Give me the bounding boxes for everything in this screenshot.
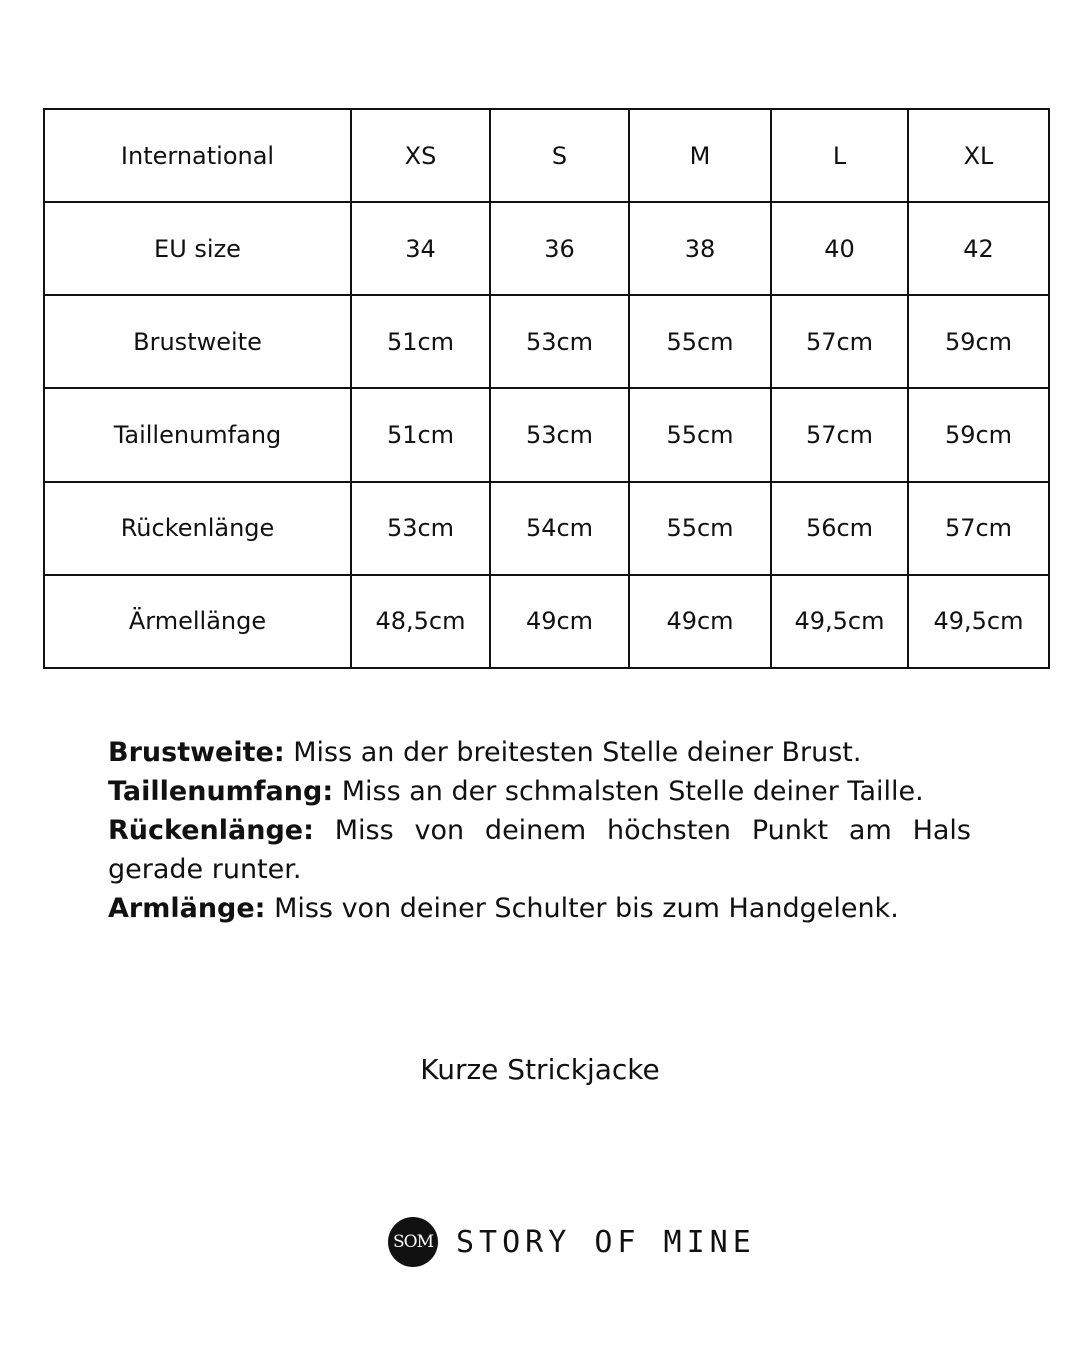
table-cell: 53cm bbox=[351, 482, 490, 575]
brand-logo-icon: SOM bbox=[388, 1217, 438, 1267]
row-label: Rückenlänge bbox=[44, 482, 351, 575]
table-cell: 57cm bbox=[771, 295, 908, 388]
header-cell: International bbox=[44, 109, 351, 202]
table-cell: 55cm bbox=[629, 388, 771, 481]
definition-text: Miss von deinem höchsten Punkt am Hals gerade runter. bbox=[108, 815, 971, 885]
definition-term: Brustweite: bbox=[108, 737, 285, 768]
table-cell: 38 bbox=[629, 202, 771, 295]
row-label: EU size bbox=[44, 202, 351, 295]
definition-term: Armlänge: bbox=[108, 893, 266, 924]
table-cell: 51cm bbox=[351, 295, 490, 388]
table-cell: 54cm bbox=[490, 482, 629, 575]
table-cell: 34 bbox=[351, 202, 490, 295]
definition-text: Miss an der breitesten Stelle deiner Brust. bbox=[284, 737, 862, 768]
brand-name: STORY OF MINE bbox=[456, 1224, 756, 1260]
definition-item bbox=[108, 733, 971, 772]
table-row bbox=[44, 295, 1049, 388]
table-cell: 42 bbox=[908, 202, 1049, 295]
definition-text: Miss von deiner Schulter bis zum Handgelenk. bbox=[265, 893, 899, 924]
table-cell: 36 bbox=[490, 202, 629, 295]
header-cell: M bbox=[629, 109, 771, 202]
table-cell: 55cm bbox=[629, 295, 771, 388]
table-cell: 49,5cm bbox=[908, 575, 1049, 668]
table-cell: 57cm bbox=[908, 482, 1049, 575]
definition-item bbox=[108, 772, 971, 811]
table-cell: 53cm bbox=[490, 388, 629, 481]
header-cell: L bbox=[771, 109, 908, 202]
table-cell: 56cm bbox=[771, 482, 908, 575]
header-cell: S bbox=[490, 109, 629, 202]
table-cell: 55cm bbox=[629, 482, 771, 575]
measurement-definitions bbox=[108, 733, 971, 928]
table-row bbox=[44, 575, 1049, 668]
table-cell: 49cm bbox=[490, 575, 629, 668]
size-chart-table bbox=[43, 108, 1050, 669]
table-row bbox=[44, 388, 1049, 481]
header-cell: XL bbox=[908, 109, 1049, 202]
table-cell: 51cm bbox=[351, 388, 490, 481]
table-cell: 48,5cm bbox=[351, 575, 490, 668]
row-label: Ärmellänge bbox=[44, 575, 351, 668]
definition-text: Miss an der schmalsten Stelle deiner Taille. bbox=[333, 776, 924, 807]
definition-term: Taillenumfang: bbox=[108, 776, 334, 807]
table-cell: 59cm bbox=[908, 295, 1049, 388]
definition-item bbox=[108, 889, 971, 928]
table-row bbox=[44, 482, 1049, 575]
table-row bbox=[44, 202, 1049, 295]
table-cell: 57cm bbox=[771, 388, 908, 481]
header-cell: XS bbox=[351, 109, 490, 202]
row-label: Taillenumfang bbox=[44, 388, 351, 481]
table-cell: 40 bbox=[771, 202, 908, 295]
table-cell: 53cm bbox=[490, 295, 629, 388]
row-label: Brustweite bbox=[44, 295, 351, 388]
product-title: Kurze Strickjacke bbox=[420, 1053, 660, 1086]
table-cell: 49cm bbox=[629, 575, 771, 668]
table-cell: 49,5cm bbox=[771, 575, 908, 668]
definition-item bbox=[108, 811, 971, 889]
brand-footer bbox=[388, 1216, 756, 1268]
definition-term: Rückenlänge: bbox=[108, 815, 314, 846]
table-header-row bbox=[44, 109, 1049, 202]
table-cell: 59cm bbox=[908, 388, 1049, 481]
